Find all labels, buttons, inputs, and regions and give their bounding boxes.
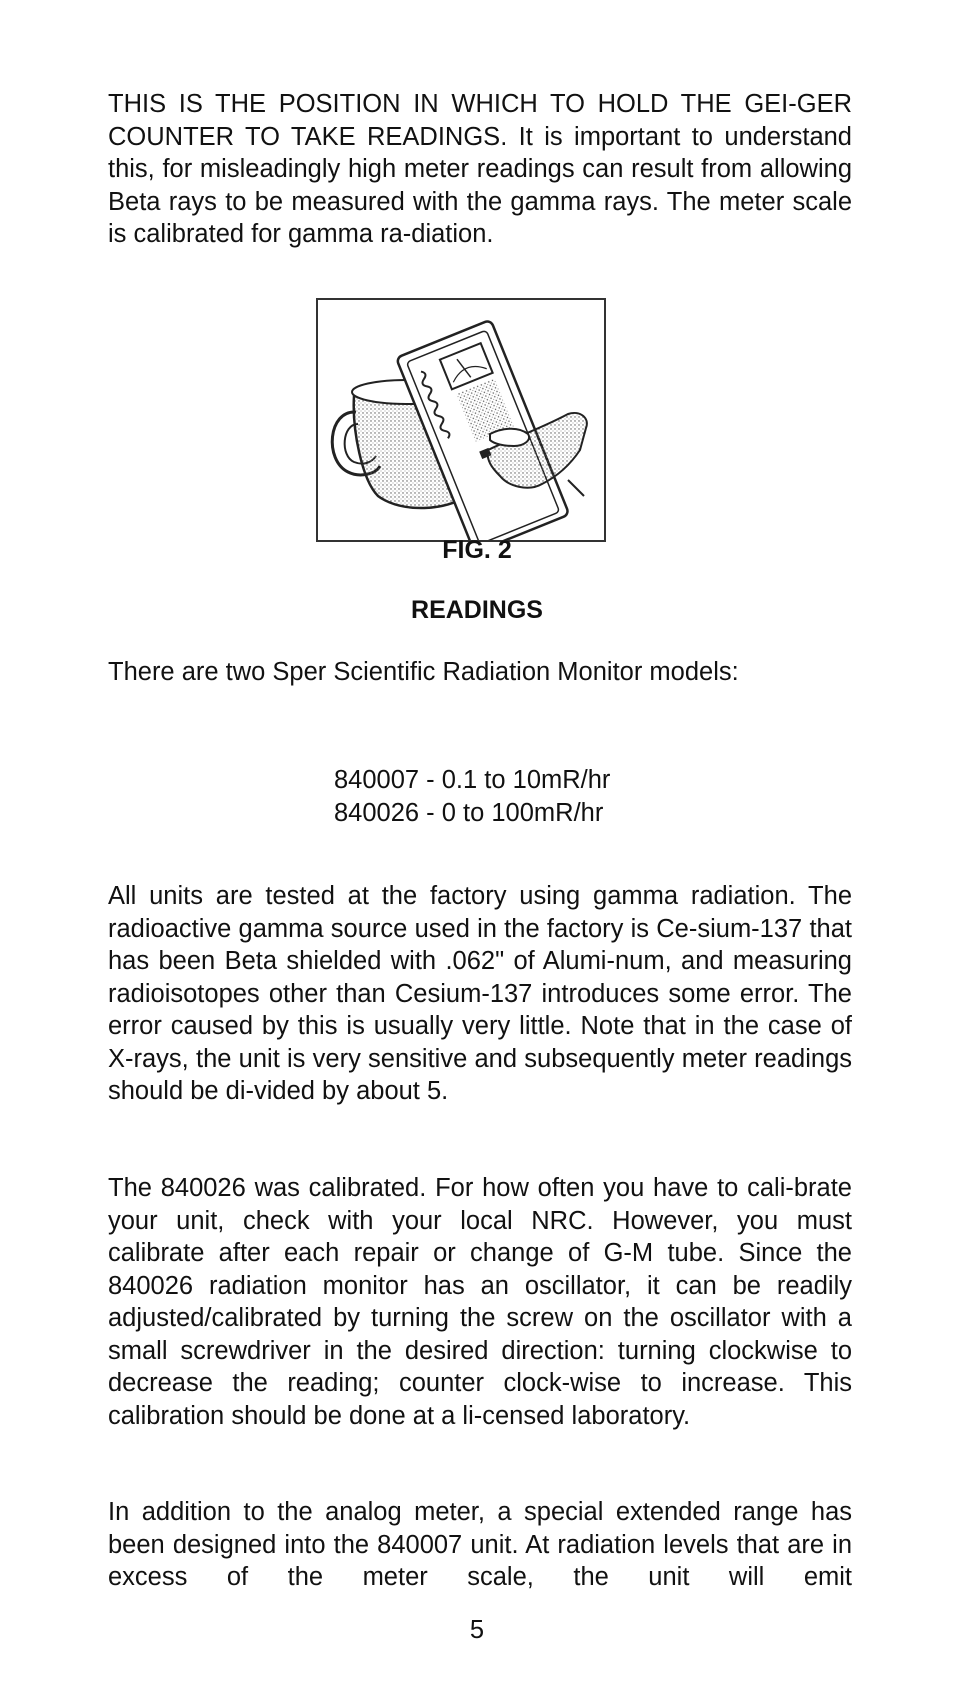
model-item: 840007 - 0.1 to 10mR/hr [334,766,611,794]
intro-paragraph: THIS IS THE POSITION IN WHICH TO HOLD THE GEI-GER COUNTER TO TAKE READINGS. It is important to understand this, for misleadingly high meter readings can result from allowing Beta rays to be measured with the gamma rays. The meter scale is calibrated for gamma ra-diation. [108,90,852,248]
models-list [334,764,610,829]
paragraph-extended-range: In addition to the analog meter, a special extended range has been designed into the 840007 unit. At radiation levels that are in excess of the meter scale, the unit will emit [108,1498,852,1591]
page-number: 5 [469,1616,485,1644]
paragraph-testing: All units are tested at the factory using gamma radiation. The radioactive gamma source used in the factory is Ce-sium-137 that has been Beta shielded with .062" of Alumi-num, and measuring radioisotopes other than Cesium-137 introduces some error. The error caused by this is usually very little. Note that in the case of X-rays, the unit is very sensitive and subsequently meter readings should be di-vided by about 5. [108,882,852,1105]
models-intro: There are two Sper Scientific Radiation Monitor models: [108,658,739,686]
geiger-counter-mug-icon [318,300,604,540]
figure-caption: FIG. 2 [442,536,512,564]
section-heading: READINGS [411,596,543,624]
model-item: 840026 - 0 to 100mR/hr [334,798,604,827]
figure-geiger-counter-illustration [316,298,606,542]
paragraph-calibration: The 840026 was calibrated. For how often you have to cali-brate your unit, check with your local NRC. However, you must calibrate after each repair or change of G-M tube. Since the 840026 radiation monitor has an oscillator, it can be readily adjusted/calibrated by turning the screw on the oscillator with a small screwdriver in the desired direction: turning clockwise to decrease the reading; counter clock-wise to increase. This calibration should be done at a li-censed laboratory. [108,1174,852,1430]
